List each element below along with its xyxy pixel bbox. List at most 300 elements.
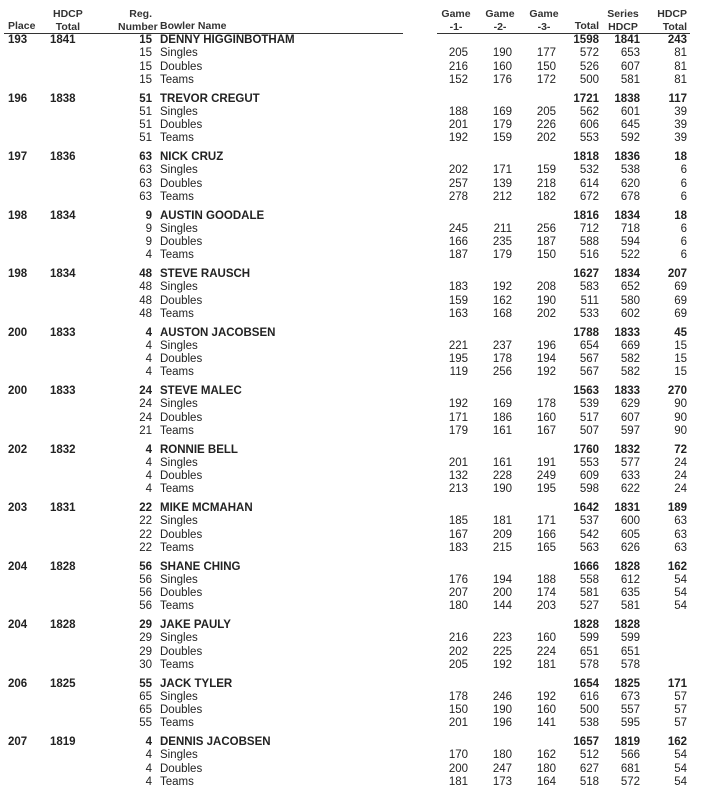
game-2-cell: 225	[492, 645, 512, 658]
game-2-cell: 211	[493, 222, 512, 235]
series-hdcp-cell: 673	[620, 690, 640, 703]
game-3-cell: 226	[536, 119, 556, 132]
game-3-cell: 178	[536, 398, 556, 411]
total-cell: 581	[579, 587, 599, 600]
total-cell: 500	[579, 704, 599, 717]
game-3-cell: 182	[536, 190, 556, 203]
event-name-cell: Singles	[160, 573, 198, 586]
series-hdcp-cell: 633	[620, 470, 640, 483]
reg-number-cell: 24	[139, 411, 152, 424]
place-cell: 204	[8, 619, 28, 631]
reg-number-cell: 24	[139, 385, 152, 397]
game-2-cell: 169	[492, 105, 512, 118]
place-cell: 196	[8, 92, 28, 105]
reg-number-cell: 4	[145, 326, 152, 339]
header-place: Place	[8, 20, 36, 32]
hdcp-cell: 6	[680, 249, 687, 262]
reg-number-cell: 21	[139, 424, 152, 437]
total-cell: 654	[579, 339, 599, 352]
game-3-cell: 196	[536, 339, 556, 352]
hdcp-cell: 90	[674, 411, 687, 424]
hdcp-cell: 18	[674, 151, 687, 163]
event-name-cell: Singles	[160, 47, 198, 60]
game-2-cell: 223	[492, 632, 512, 645]
event-name-cell: Singles	[160, 456, 198, 469]
total-cell: 517	[579, 411, 599, 424]
reg-number-cell: 4	[145, 456, 152, 469]
event-row	[0, 691, 703, 704]
series-hdcp-cell: 522	[620, 249, 640, 262]
game-3-cell: 192	[536, 366, 556, 379]
total-cell: 558	[579, 573, 599, 586]
series-hdcp-cell: 600	[620, 515, 640, 528]
bowler-summary-row	[0, 561, 703, 574]
game-1-cell: 179	[448, 424, 468, 437]
place-cell: 207	[8, 736, 28, 748]
event-row	[0, 632, 703, 645]
hdcp-total-cell: 1832	[50, 443, 76, 456]
event-row	[0, 529, 703, 542]
event-row	[0, 295, 703, 308]
hdcp-total-cell: 1833	[50, 326, 76, 339]
game-3-cell: 181	[536, 658, 556, 671]
event-row	[0, 749, 703, 762]
bowler-name-cell: SHANE CHING	[160, 560, 241, 573]
header-series-hdcp: Series HDCP	[607, 8, 639, 33]
series-hdcp-cell: 629	[620, 398, 640, 411]
game-1-cell: 183	[448, 281, 468, 294]
event-row	[0, 763, 703, 776]
game-2-cell: 144	[492, 600, 512, 613]
game-1-cell: 192	[448, 132, 468, 145]
game-1-cell: 207	[448, 587, 468, 600]
game-1-cell: 119	[449, 366, 468, 379]
series-hdcp-cell: 645	[620, 119, 640, 132]
event-row	[0, 659, 703, 672]
game-2-cell: 228	[492, 470, 512, 483]
reg-number-cell: 55	[139, 677, 152, 690]
total-cell: 553	[579, 132, 599, 145]
event-name-cell: Doubles	[160, 704, 203, 717]
event-name-cell: Teams	[160, 717, 194, 730]
header-total: Total	[574, 20, 599, 32]
bowler-summary-row	[0, 502, 703, 515]
event-name-cell: Doubles	[160, 294, 203, 307]
total-cell: 609	[579, 470, 599, 483]
bowler-group	[0, 619, 703, 678]
total-cell: 1654	[573, 677, 599, 690]
bowler-name-cell: RONNIE BELL	[160, 443, 238, 456]
event-row	[0, 164, 703, 177]
series-hdcp-cell: 652	[620, 281, 640, 294]
hdcp-cell: 24	[674, 470, 687, 483]
series-hdcp-cell: 678	[620, 190, 640, 203]
total-cell: 1788	[573, 326, 599, 339]
game-2-cell: 246	[492, 690, 512, 703]
bowler-name-cell: JACK TYLER	[160, 677, 233, 690]
place-cell: 206	[8, 677, 28, 690]
hdcp-total-cell: 1841	[50, 34, 76, 46]
reg-number-cell: 56	[139, 587, 152, 600]
game-1-cell: 216	[448, 632, 468, 645]
event-name-cell: Doubles	[160, 587, 203, 600]
bowler-summary-row	[0, 34, 703, 47]
hdcp-cell: 39	[674, 105, 687, 118]
game-2-cell: 256	[492, 366, 512, 379]
game-3-cell: 172	[536, 73, 556, 86]
game-3-cell: 218	[536, 177, 556, 190]
hdcp-total-cell: 1833	[50, 385, 76, 397]
event-name-cell: Teams	[160, 366, 194, 379]
game-2-cell: 192	[492, 658, 512, 671]
game-1-cell: 185	[448, 515, 468, 528]
bowler-name-cell: JAKE PAULY	[160, 619, 231, 631]
hdcp-cell: 171	[667, 677, 687, 690]
game-2-cell: 178	[492, 353, 512, 366]
series-hdcp-cell: 1833	[614, 326, 640, 339]
game-2-cell: 196	[492, 717, 512, 730]
series-hdcp-cell: 581	[620, 600, 640, 613]
series-hdcp-cell: 1841	[614, 34, 640, 46]
reg-number-cell: 56	[139, 573, 152, 586]
game-2-cell: 161	[492, 456, 512, 469]
bowler-group	[0, 385, 703, 444]
total-cell: 567	[579, 366, 599, 379]
series-hdcp-cell: 622	[620, 483, 640, 496]
game-1-cell: 201	[448, 119, 468, 132]
hdcp-total-cell: 1819	[50, 736, 76, 748]
place-cell: 193	[8, 34, 28, 46]
game-1-cell: 170	[448, 749, 468, 762]
hdcp-cell: 24	[674, 483, 687, 496]
event-row	[0, 587, 703, 600]
event-row	[0, 249, 703, 262]
event-row	[0, 398, 703, 411]
series-hdcp-cell: 626	[620, 541, 640, 554]
event-row	[0, 119, 703, 132]
game-1-cell: 187	[448, 249, 468, 262]
hdcp-cell: 45	[674, 326, 687, 339]
total-cell: 562	[579, 105, 599, 118]
reg-number-cell: 15	[139, 73, 152, 86]
series-hdcp-cell: 601	[620, 105, 640, 118]
reg-number-cell: 4	[145, 749, 152, 762]
total-cell: 567	[579, 353, 599, 366]
hdcp-cell: 6	[680, 190, 687, 203]
hdcp-total-cell: 1838	[50, 92, 76, 105]
game-2-cell: 212	[492, 190, 512, 203]
reg-number-cell: 51	[139, 92, 152, 105]
hdcp-cell: 57	[674, 690, 687, 703]
game-3-cell: 249	[536, 470, 556, 483]
hdcp-cell: 72	[674, 443, 687, 456]
series-hdcp-cell: 581	[620, 73, 640, 86]
game-2-cell: 215	[492, 541, 512, 554]
total-cell: 1818	[573, 151, 599, 163]
total-cell: 712	[579, 222, 599, 235]
reg-number-cell: 24	[139, 398, 152, 411]
total-cell: 518	[579, 775, 599, 788]
total-cell: 583	[579, 281, 599, 294]
game-1-cell: 132	[448, 470, 468, 483]
total-cell: 1828	[573, 619, 599, 631]
event-name-cell: Teams	[160, 190, 194, 203]
place-cell: 200	[8, 326, 28, 339]
total-cell: 588	[579, 236, 599, 249]
hdcp-cell: 6	[680, 236, 687, 249]
total-cell: 1721	[573, 92, 599, 105]
game-1-cell: 202	[448, 645, 468, 658]
game-3-cell: 205	[536, 105, 556, 118]
hdcp-cell: 39	[674, 119, 687, 132]
place-cell: 197	[8, 151, 28, 163]
event-row	[0, 178, 703, 191]
hdcp-cell: 69	[674, 281, 687, 294]
event-name-cell: Doubles	[160, 528, 203, 541]
total-cell: 500	[579, 73, 599, 86]
reg-number-cell: 65	[139, 704, 152, 717]
hdcp-cell: 54	[674, 573, 687, 586]
event-row	[0, 542, 703, 555]
reg-number-cell: 22	[139, 515, 152, 528]
event-name-cell: Teams	[160, 541, 194, 554]
series-hdcp-cell: 578	[620, 658, 640, 671]
game-1-cell: 221	[448, 339, 468, 352]
game-3-cell: 187	[536, 236, 556, 249]
event-row	[0, 47, 703, 60]
hdcp-cell: 15	[674, 339, 687, 352]
game-3-cell: 150	[536, 249, 556, 262]
reg-number-cell: 4	[145, 775, 152, 788]
event-name-cell: Teams	[160, 73, 194, 86]
game-2-cell: 161	[492, 424, 512, 437]
game-3-cell: 256	[536, 222, 556, 235]
game-2-cell: 192	[492, 281, 512, 294]
place-cell: 204	[8, 560, 28, 573]
hdcp-cell: 6	[680, 177, 687, 190]
game-2-cell: 159	[492, 132, 512, 145]
reg-number-cell: 22	[139, 541, 152, 554]
game-3-cell: 160	[536, 704, 556, 717]
bowler-group	[0, 151, 703, 210]
bowler-group	[0, 210, 703, 269]
game-1-cell: 176	[448, 573, 468, 586]
reg-number-cell: 15	[139, 60, 152, 73]
bowler-name-cell: STEVE MALEC	[160, 385, 242, 397]
hdcp-total-cell: 1831	[50, 502, 76, 514]
game-1-cell: 188	[448, 105, 468, 118]
total-cell: 606	[579, 119, 599, 132]
series-hdcp-cell: 595	[620, 717, 640, 730]
hdcp-cell: 81	[674, 73, 687, 86]
game-3-cell: 159	[536, 164, 556, 177]
bowler-summary-row	[0, 327, 703, 340]
bowler-summary-row	[0, 93, 703, 106]
series-hdcp-cell: 582	[620, 353, 640, 366]
reg-number-cell: 48	[139, 268, 152, 280]
place-cell: 198	[8, 268, 28, 280]
game-1-cell: 178	[448, 690, 468, 703]
hdcp-cell: 162	[667, 736, 687, 748]
total-cell: 1760	[573, 443, 599, 456]
total-cell: 1657	[573, 736, 599, 748]
game-3-cell: 203	[536, 600, 556, 613]
event-name-cell: Singles	[160, 339, 198, 352]
event-name-cell: Singles	[160, 105, 198, 118]
game-3-cell: 192	[536, 690, 556, 703]
game-2-cell: 181	[492, 515, 512, 528]
reg-number-cell: 63	[139, 190, 152, 203]
reg-number-cell: 9	[145, 236, 152, 249]
event-row	[0, 353, 703, 366]
total-cell: 537	[579, 515, 599, 528]
bowler-summary-row	[0, 444, 703, 457]
reg-number-cell: 9	[145, 209, 152, 222]
place-cell: 200	[8, 385, 28, 397]
total-cell: 651	[579, 645, 599, 658]
hdcp-cell: 6	[680, 164, 687, 177]
reg-number-cell: 9	[145, 222, 152, 235]
event-name-cell: Singles	[160, 515, 198, 528]
hdcp-cell: 54	[674, 600, 687, 613]
reg-number-cell: 51	[139, 132, 152, 145]
event-name-cell: Teams	[160, 483, 194, 496]
bowler-name-cell: DENNY HIGGINBOTHAM	[160, 34, 295, 46]
event-name-cell: Teams	[160, 600, 194, 613]
total-cell: 614	[579, 177, 599, 190]
hdcp-cell: 57	[674, 704, 687, 717]
total-cell: 553	[579, 456, 599, 469]
total-cell: 1598	[573, 34, 599, 46]
game-3-cell: 188	[536, 573, 556, 586]
reg-number-cell: 4	[145, 736, 152, 748]
game-1-cell: 201	[448, 456, 468, 469]
hdcp-cell: 57	[674, 717, 687, 730]
event-name-cell: Doubles	[160, 236, 203, 249]
game-3-cell: 171	[536, 515, 556, 528]
header-game-1: Game -1-	[441, 8, 471, 33]
total-cell: 1627	[573, 268, 599, 280]
event-name-cell: Doubles	[160, 353, 203, 366]
total-cell: 1816	[573, 209, 599, 222]
hdcp-total-cell: 1825	[50, 677, 76, 690]
hdcp-cell: 15	[674, 353, 687, 366]
series-hdcp-cell: 635	[620, 587, 640, 600]
series-hdcp-cell: 597	[620, 424, 640, 437]
bowler-name-cell: TREVOR CREGUT	[160, 92, 260, 105]
hdcp-cell: 69	[674, 307, 687, 320]
game-2-cell: 180	[492, 749, 512, 762]
total-cell: 616	[579, 690, 599, 703]
reg-number-cell: 63	[139, 177, 152, 190]
hdcp-total-cell: 1836	[50, 151, 76, 163]
game-2-cell: 139	[492, 177, 512, 190]
reg-number-cell: 56	[139, 600, 152, 613]
game-3-cell: 190	[536, 294, 556, 307]
game-1-cell: 181	[448, 775, 468, 788]
reg-number-cell: 48	[139, 294, 152, 307]
game-3-cell: 194	[536, 353, 556, 366]
series-hdcp-cell: 580	[620, 294, 640, 307]
hdcp-cell: 63	[674, 528, 687, 541]
event-row	[0, 61, 703, 74]
game-1-cell: 205	[448, 658, 468, 671]
game-3-cell: 160	[536, 632, 556, 645]
series-hdcp-cell: 1838	[614, 92, 640, 105]
event-row	[0, 308, 703, 321]
event-name-cell: Teams	[160, 658, 194, 671]
bowler-group	[0, 268, 703, 327]
event-row	[0, 425, 703, 438]
game-2-cell: 209	[492, 528, 512, 541]
hdcp-cell: 69	[674, 294, 687, 307]
game-1-cell: 166	[448, 236, 468, 249]
series-hdcp-cell: 681	[620, 762, 640, 775]
header-hdcp-total-right: HDCP Total	[657, 8, 687, 33]
event-row	[0, 191, 703, 204]
event-row	[0, 132, 703, 145]
series-hdcp-cell: 620	[620, 177, 640, 190]
event-row	[0, 717, 703, 730]
series-hdcp-cell: 607	[620, 60, 640, 73]
game-1-cell: 163	[448, 307, 468, 320]
reg-number-cell: 4	[145, 443, 152, 456]
hdcp-cell: 54	[674, 749, 687, 762]
game-1-cell: 183	[448, 541, 468, 554]
game-1-cell: 150	[448, 704, 468, 717]
game-1-cell: 245	[448, 222, 468, 235]
reg-number-cell: 4	[145, 353, 152, 366]
event-name-cell: Teams	[160, 424, 194, 437]
bowler-name-cell: AUSTON JACOBSEN	[160, 326, 276, 339]
place-cell: 198	[8, 209, 28, 222]
reg-number-cell: 63	[139, 164, 152, 177]
series-hdcp-cell: 607	[620, 411, 640, 424]
bowler-summary-row	[0, 268, 703, 281]
total-cell: 542	[579, 528, 599, 541]
bowler-group	[0, 561, 703, 620]
hdcp-cell: 54	[674, 762, 687, 775]
bowler-name-cell: STEVE RAUSCH	[160, 268, 251, 280]
game-2-cell: 190	[492, 704, 512, 717]
game-2-cell: 186	[492, 411, 512, 424]
header-reg-number: Reg. Number	[118, 8, 158, 33]
place-cell: 202	[8, 443, 28, 456]
game-2-cell: 247	[492, 762, 512, 775]
series-hdcp-cell: 572	[620, 775, 640, 788]
hdcp-cell: 189	[667, 502, 687, 514]
bowler-name-cell: AUSTIN GOODALE	[160, 209, 265, 222]
total-cell: 672	[579, 190, 599, 203]
hdcp-cell: 90	[674, 424, 687, 437]
total-cell: 532	[579, 164, 599, 177]
event-name-cell: Doubles	[160, 411, 203, 424]
bowler-group	[0, 502, 703, 561]
total-cell: 538	[579, 717, 599, 730]
game-1-cell: 171	[448, 411, 468, 424]
event-name-cell: Singles	[160, 281, 198, 294]
event-row	[0, 236, 703, 249]
series-hdcp-cell: 557	[620, 704, 640, 717]
bowler-name-cell: NICK CRUZ	[160, 151, 224, 163]
bowler-group	[0, 736, 703, 795]
bowler-group	[0, 678, 703, 737]
event-row	[0, 412, 703, 425]
series-hdcp-cell: 1833	[614, 385, 640, 397]
series-hdcp-cell: 669	[620, 339, 640, 352]
event-name-cell: Singles	[160, 164, 198, 177]
game-3-cell: 195	[536, 483, 556, 496]
